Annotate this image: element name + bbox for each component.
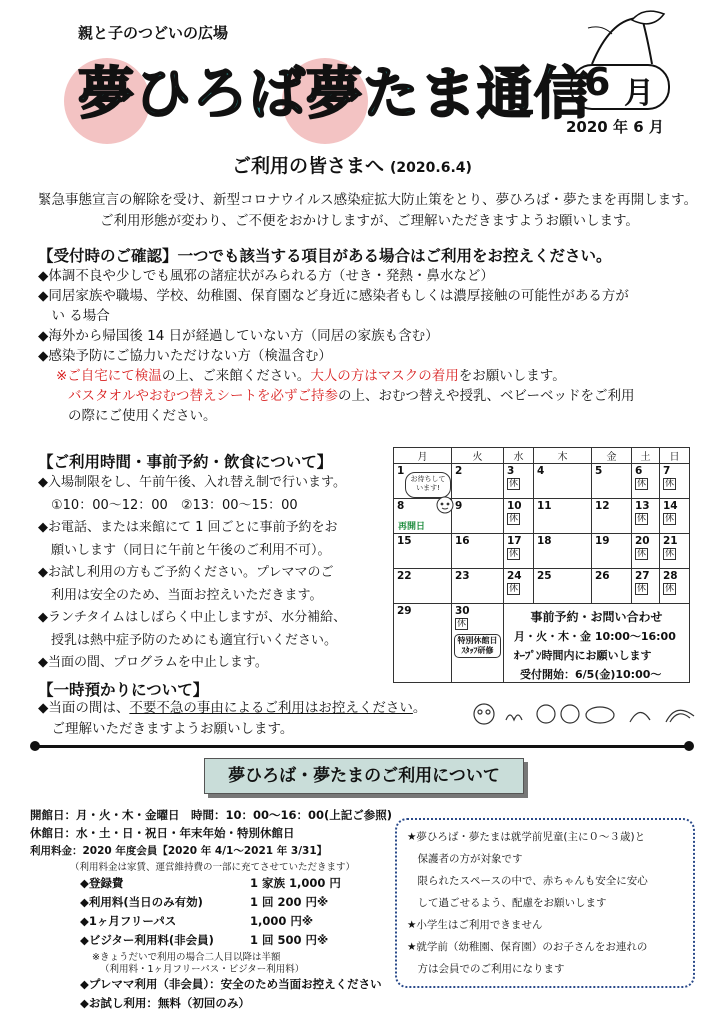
info-box-line: ★就学前（幼稚園、保育園）のお子さんをお連れの bbox=[407, 941, 648, 953]
info-box-line: 限られたスペースの中で、赤ちゃんも安全に安心 bbox=[407, 875, 648, 887]
cal-day: 8 再開日 bbox=[394, 499, 452, 534]
reception-item: ◆同居家族や職場、学校、幼稚園、保育園など身近に感染者もしくは濃厚接触の可能性がある方が bbox=[38, 288, 629, 304]
usage-list bbox=[38, 472, 388, 675]
open-days: 開館日：月・火・木・金曜日 時間：10：00～16：00(上記ご参照) bbox=[30, 808, 393, 822]
usage-item: 授乳は熱中症予防のためにも適宜行いください。 bbox=[38, 632, 338, 648]
notice-intro-2: ご利用形態が変わり、ご不便をおかけしますが、ご理解いただきますようお願いします。 bbox=[100, 213, 639, 229]
reception-item: い る場合 bbox=[38, 308, 110, 324]
cal-day: 25 bbox=[534, 569, 592, 604]
cal-day: 28 休 bbox=[660, 569, 690, 604]
cal-header-fri: 金 bbox=[592, 448, 632, 464]
notice-title: ご利用の皆さまへ (2020.6.4) bbox=[232, 155, 472, 177]
info-box-line: 方は会員でのご利用になります bbox=[407, 963, 565, 975]
trial-note: ◆お試し利用：無料（初回のみ） bbox=[80, 996, 250, 1010]
sibling-note: ※きょうだいで利用の場合二人目以降は半額 （利用料・1ヶ月フリーパス・ビジター利用料） bbox=[92, 952, 305, 975]
cal-day: 20 休 bbox=[632, 534, 660, 569]
reception-item: ◆海外から帰国後 14 日が経過していない方（同居の家族も含む） bbox=[38, 328, 439, 344]
cal-day: 21 休 bbox=[660, 534, 690, 569]
info-box bbox=[395, 818, 695, 988]
cal-day: 27 休 bbox=[632, 569, 660, 604]
cal-day: 6 休 bbox=[632, 464, 660, 499]
contact-line-3: 受付開始：6/5(金)10:00～ bbox=[520, 668, 662, 681]
cal-day: 23 bbox=[452, 569, 504, 604]
usage-item: ◆入場制限をし、午前午後、入れ替え制で行います。 bbox=[38, 475, 346, 490]
contact-title: 事前予約・お問い合わせ bbox=[530, 610, 663, 624]
usage-item: 利用は安全のため、当面お控えいただきます。 bbox=[38, 587, 323, 603]
cal-day: 22 bbox=[394, 569, 452, 604]
main-title: 夢ひろば夢たま通信 bbox=[78, 62, 591, 127]
cal-header-sun: 日 bbox=[660, 448, 690, 464]
temp-care-heading: 【一時預かりについて】 bbox=[38, 681, 209, 699]
cal-header-sat: 土 bbox=[632, 448, 660, 464]
section-divider bbox=[34, 745, 690, 748]
cal-day: 3 休 bbox=[504, 464, 534, 499]
closed-days: 休館日：水・土・日・祝日・年末年始・特別休館日 bbox=[30, 826, 295, 840]
usage-info-title: 夢ひろば・夢たまのご利用について bbox=[204, 758, 524, 794]
cal-day: 19 bbox=[592, 534, 632, 569]
cal-day: 15 bbox=[394, 534, 452, 569]
cal-header-tue: 火 bbox=[452, 448, 504, 464]
temp-care-line-1: ◆当面の間は、不要不急の事由によるご利用はお控えください。 bbox=[38, 700, 427, 716]
info-box-line: ★小学生はご利用できません bbox=[407, 919, 543, 931]
fee-title: 利用料金：2020 年度会員【2020 年 4/1～2021 年 3/31】 bbox=[30, 845, 328, 857]
cal-day: 26 bbox=[592, 569, 632, 604]
fee-row: ◆利用料(当日のみ有効) 1 回 200 円※ bbox=[80, 895, 329, 909]
cal-day: 24 休 bbox=[504, 569, 534, 604]
cal-header-thu: 木 bbox=[534, 448, 592, 464]
divider-dot-right bbox=[684, 741, 694, 751]
cal-day: 13 休 bbox=[632, 499, 660, 534]
fee-row: ◆登録費 1 家族 1,000 円 bbox=[80, 876, 341, 890]
usage-item: ◆ランチタイムはしばらく中止しますが、水分補給、 bbox=[38, 610, 347, 625]
header-subtitle: 親と子のつどいの広場 bbox=[78, 24, 229, 42]
reception-item: ◆体調不良や少しでも風邪の諸症状がみられる方（せき・発熱・鼻水など） bbox=[38, 268, 494, 284]
premama-note: ◆プレママ利用（非会員）：安全のため当面お控えください bbox=[80, 977, 382, 991]
cal-day: 2 bbox=[452, 464, 504, 499]
character-icon bbox=[432, 494, 458, 516]
cal-day: 14 休 bbox=[660, 499, 690, 534]
usage-item: ◆当面の間、プログラムを中止します。 bbox=[38, 655, 268, 670]
fee-list bbox=[80, 874, 341, 950]
animal-decoration-icon bbox=[470, 700, 700, 728]
reception-list bbox=[38, 266, 698, 426]
speech-bubble: お待ちして います! bbox=[405, 472, 451, 498]
info-box-line: ★夢ひろば・夢たまは就学前児童(主に０～３歳)と bbox=[407, 831, 646, 843]
usage-heading: 【ご利用時間・事前予約・飲食について】 bbox=[38, 453, 333, 471]
cal-day: 12 bbox=[592, 499, 632, 534]
cal-day: 16 bbox=[452, 534, 504, 569]
cal-day: 18 bbox=[534, 534, 592, 569]
cal-day: 4 bbox=[534, 464, 592, 499]
fee-row: ◆1ヶ月フリーパス 1,000 円※ bbox=[80, 914, 314, 928]
cal-day: 10 休 bbox=[504, 499, 534, 534]
usage-item: ◆お電話、または来館にて 1 回ごとに事前予約をお bbox=[38, 520, 338, 535]
cal-header-wed: 水 bbox=[504, 448, 534, 464]
reception-note-3: の際にご使用ください。 bbox=[68, 408, 217, 424]
contact-line-1: 月・火・木・金 10:00～16:00 bbox=[514, 630, 676, 643]
contact-line-2: ｵｰﾌﾟﾝ時間内にお願いします bbox=[514, 649, 652, 662]
cal-day: 29 bbox=[394, 604, 452, 683]
fee-note: （利用料金は家賃、運営維持費の一部に充てさせていただきます） bbox=[70, 862, 356, 873]
contact-box bbox=[504, 604, 690, 683]
fee-row: ◆ビジター利用料(非会員) 1 回 500 円※ bbox=[80, 933, 329, 947]
reception-heading: 【受付時のご確認】一つでも該当する項目がある場合はご利用をお控えください。 bbox=[38, 247, 612, 265]
usage-item: ①10：00～12：00 ②13：00～15：00 bbox=[38, 497, 298, 513]
cal-day: 7 休 bbox=[660, 464, 690, 499]
cal-header-mon: 月 bbox=[394, 448, 452, 464]
reception-note-2: バスタオルやおむつ替えシートを必ずご持参の上、おむつ替えや授乳、ベビーベッドをご利用 bbox=[68, 388, 635, 404]
usage-item: 願いします（同日に午前と午後のご利用不可）。 bbox=[38, 542, 331, 558]
cal-day: 17 休 bbox=[504, 534, 534, 569]
reopen-label: 再開日 bbox=[398, 522, 426, 532]
cal-day: 9 bbox=[452, 499, 504, 534]
cal-day: 11 bbox=[534, 499, 592, 534]
special-closed-label: 特別休館日 ｽﾀｯﾌ研修 bbox=[454, 634, 501, 658]
notice-intro-1: 緊急事態宣言の解除を受け、新型コロナウイルス感染症拡大防止策をとり、夢ひろば・夢たまを再開します。 bbox=[38, 192, 698, 208]
usage-item: ◆お試し利用の方もご予約ください。プレママのご bbox=[38, 565, 334, 580]
cal-day: 30 休 特別休館日 ｽﾀｯﾌ研修 bbox=[452, 604, 504, 683]
info-box-line: 保護者の方が対象です bbox=[407, 853, 523, 865]
issue-date: 2020 年 6 月 bbox=[566, 118, 664, 136]
cal-day: 1 bbox=[394, 464, 452, 499]
reception-note-1: ※ご自宅にて検温の上、ご来館ください。大人の方はマスクの着用をお願いします。 bbox=[56, 368, 566, 384]
cherry-icon bbox=[572, 6, 668, 68]
info-box-line: して過ごせるよう、配慮をお願いします bbox=[407, 897, 607, 909]
month-badge: 6 月 bbox=[570, 64, 670, 110]
divider-dot-left bbox=[30, 741, 40, 751]
temp-care-line-2: ご理解いただきますようお願いします。 bbox=[38, 721, 294, 737]
cal-day: 5 bbox=[592, 464, 632, 499]
reception-item: ◆感染予防にご協力いただけない方（検温含む） bbox=[38, 348, 332, 364]
